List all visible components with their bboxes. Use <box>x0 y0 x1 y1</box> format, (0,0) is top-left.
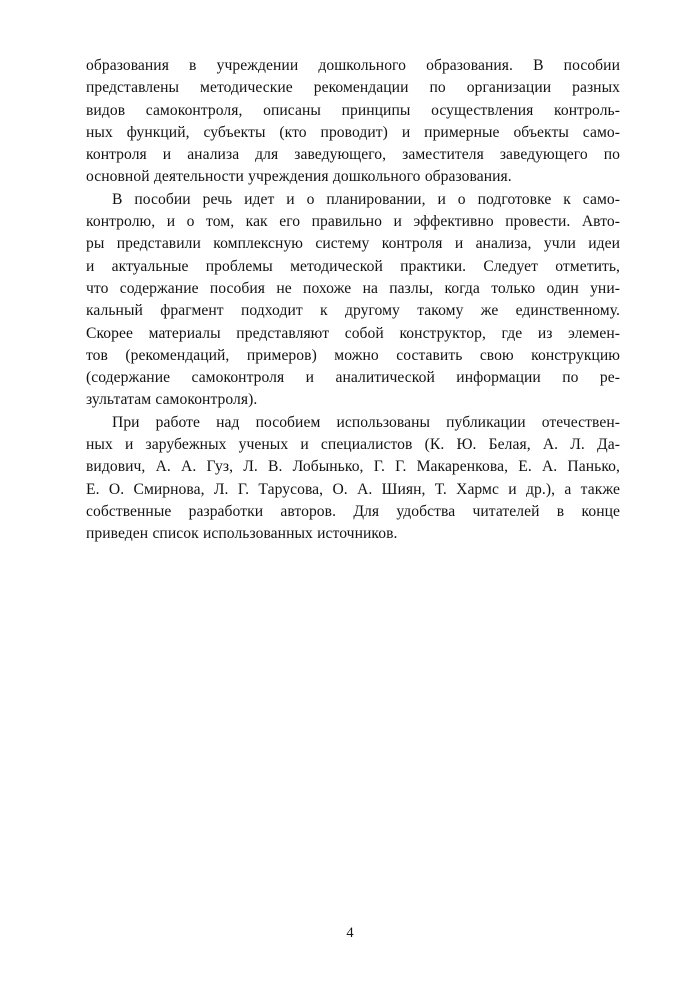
page-text-body <box>86 55 620 546</box>
text-line: и актуальные проблемы методической практики. Следует отметить, <box>86 257 620 275</box>
text-line: приведен список использованных источников. <box>86 525 398 543</box>
text-line: видов самоконтроля, описаны принципы осуществления контроль- <box>86 101 620 119</box>
text-line: В пособии речь идет и о планировании, и о подготовке к само- <box>112 190 620 208</box>
text-line: ры представили комплексную систему контроля и анализа, учли идеи <box>86 235 620 253</box>
paragraph-1 <box>86 55 620 189</box>
text-line: ных функций, субъекты (кто проводит) и примерные объекты само- <box>86 123 620 141</box>
text-line: (содержание самоконтроля и аналитической информации по ре- <box>86 369 620 387</box>
text-line: представлены методические рекомендации по организации разных <box>86 79 620 97</box>
page-number: 4 <box>346 925 354 941</box>
text-line: зультатам самоконтроля). <box>86 391 258 409</box>
text-line: кальный фрагмент подходит к другому такому же единственному. <box>86 302 620 320</box>
text-line: ных и зарубежных ученых и специалистов (К. Ю. Белая, А. Л. Да- <box>86 436 620 454</box>
paragraph-2 <box>86 189 620 412</box>
text-line: При работе над пособием использованы публикации отечествен- <box>112 413 620 431</box>
text-line: контролю, и о том, как его правильно и эффективно провести. Авто- <box>86 213 620 231</box>
text-line: тов (рекомендаций, примеров) можно составить свою конструкцию <box>86 346 620 364</box>
paragraph-3 <box>86 412 620 546</box>
text-line: Е. О. Смирнова, Л. Г. Тарусова, О. А. Шиян, Т. Хармс и др.), а также <box>86 480 620 498</box>
text-line: собственные разработки авторов. Для удобства читателей в конце <box>86 502 620 520</box>
text-line: образования в учреждении дошкольного образования. В пособии <box>86 57 620 74</box>
text-line: что содержание пособия не похоже на пазлы, когда только один уни- <box>86 279 620 297</box>
text-line: видович, А. А. Гуз, Л. В. Лобынько, Г. Г. Макаренкова, Е. А. Панько, <box>86 458 620 476</box>
text-line: контроля и анализа для заведующего, заместителя заведующего по <box>86 146 620 164</box>
text-line: основной деятельности учреждения дошкольного образования. <box>86 168 512 186</box>
text-line: Скорее материалы представляют собой конструктор, где из элемен- <box>86 324 620 342</box>
